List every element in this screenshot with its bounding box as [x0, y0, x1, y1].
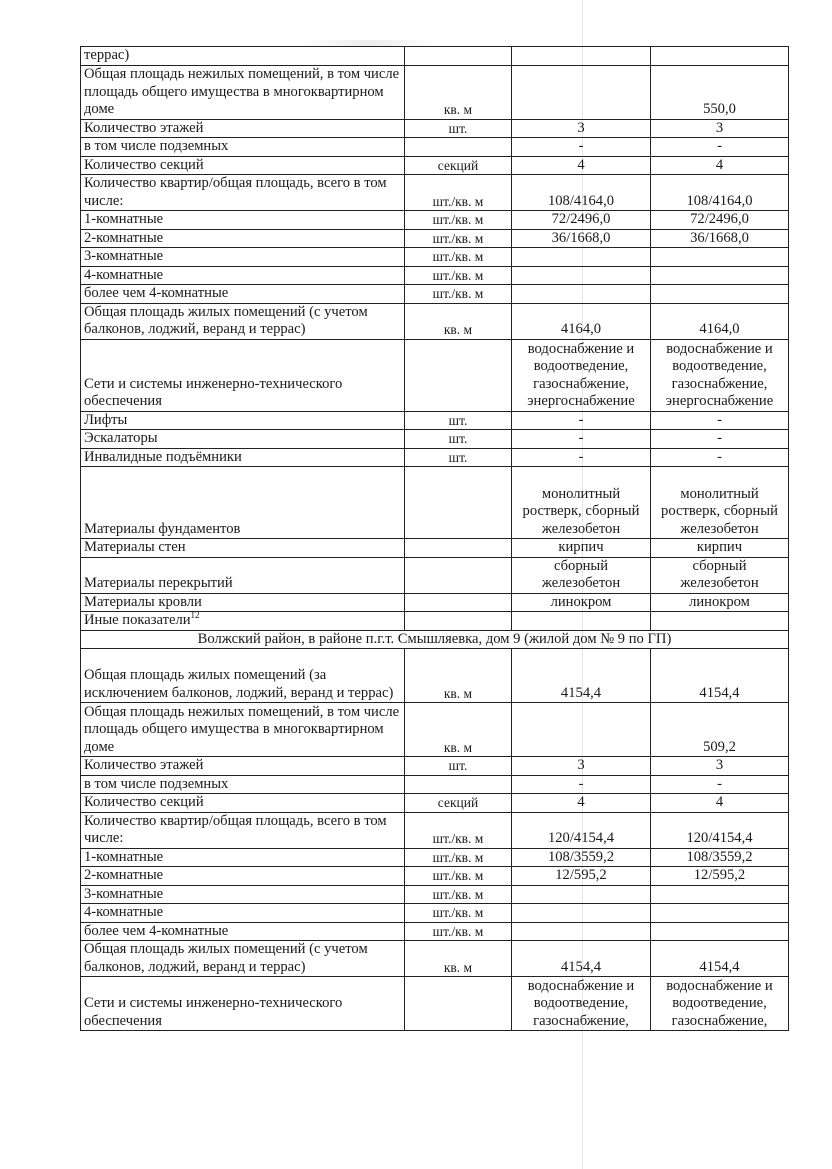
- table-row: [81, 430, 789, 449]
- row-value-1: сборный железобетон: [512, 557, 651, 593]
- table-row: [81, 885, 789, 904]
- row-name-with-footnote: [81, 612, 405, 631]
- row-value-2: [651, 248, 789, 267]
- row-unit: шт.: [405, 430, 512, 449]
- row-value-1: -: [512, 775, 651, 794]
- row-value-1: 72/2496,0: [512, 211, 651, 230]
- table-row: [81, 303, 789, 339]
- row-unit: шт.: [405, 411, 512, 430]
- row-unit: шт./кв. м: [405, 229, 512, 248]
- row-unit: кв. м: [405, 703, 512, 757]
- row-name: Инвалидные подъёмники: [81, 448, 405, 467]
- row-name: 1-комнатные: [81, 211, 405, 230]
- section-heading-row: [81, 630, 789, 649]
- row-value-2: -: [651, 411, 789, 430]
- row-value-1: линокром: [512, 593, 651, 612]
- row-unit: [405, 557, 512, 593]
- row-value-1: 12/595,2: [512, 867, 651, 886]
- row-unit: кв. м: [405, 303, 512, 339]
- row-unit: [405, 539, 512, 558]
- row-value-1: 3: [512, 119, 651, 138]
- row-value-2: водоснабжение и водоотведение, газоснабжение,: [651, 977, 789, 1031]
- row-name: Материалы фундаментов: [81, 467, 405, 539]
- row-name: Количество этажей: [81, 119, 405, 138]
- row-unit: шт.: [405, 448, 512, 467]
- row-value-1: 3: [512, 757, 651, 776]
- row-value-1: -: [512, 448, 651, 467]
- table-row: [81, 266, 789, 285]
- building-spec-table: [80, 46, 789, 1031]
- row-value-1: -: [512, 430, 651, 449]
- row-value-1: 4154,4: [512, 649, 651, 703]
- row-unit: шт.: [405, 757, 512, 776]
- table-row: [81, 593, 789, 612]
- row-name: Материалы кровли: [81, 593, 405, 612]
- row-value-2: 4: [651, 156, 789, 175]
- row-name: Сети и системы инженерно-технического обеспечения: [81, 339, 405, 411]
- table-row: [81, 539, 789, 558]
- row-unit: шт.: [405, 119, 512, 138]
- row-value-1: монолитный ростверк, сборный железобетон: [512, 467, 651, 539]
- row-unit: шт./кв. м: [405, 285, 512, 304]
- row-value-2: -: [651, 775, 789, 794]
- row-value-1: [512, 47, 651, 66]
- row-value-2: [651, 904, 789, 923]
- row-unit: кв. м: [405, 941, 512, 977]
- row-value-2: 72/2496,0: [651, 211, 789, 230]
- row-unit: шт./кв. м: [405, 812, 512, 848]
- row-value-1: 108/3559,2: [512, 848, 651, 867]
- row-unit: [405, 339, 512, 411]
- row-name: Лифты: [81, 411, 405, 430]
- row-value-1: -: [512, 411, 651, 430]
- row-name: Количество этажей: [81, 757, 405, 776]
- row-name: террас): [81, 47, 405, 66]
- row-value-2: 36/1668,0: [651, 229, 789, 248]
- row-value-2: [651, 612, 789, 631]
- row-name: Материалы стен: [81, 539, 405, 558]
- row-value-2: 3: [651, 757, 789, 776]
- row-name: Общая площадь жилых помещений (за исключением балконов, лоджий, веранд и террас): [81, 649, 405, 703]
- row-value-2: 4: [651, 794, 789, 813]
- row-value-2: 550,0: [651, 65, 789, 119]
- row-value-2: монолитный ростверк, сборный железобетон: [651, 467, 789, 539]
- table-row: [81, 757, 789, 776]
- row-value-2: 4154,4: [651, 649, 789, 703]
- row-value-2: -: [651, 448, 789, 467]
- row-name: 3-комнатные: [81, 885, 405, 904]
- table-row: [81, 848, 789, 867]
- table-row: [81, 557, 789, 593]
- row-value-1: [512, 285, 651, 304]
- table-row: [81, 812, 789, 848]
- row-unit: секций: [405, 794, 512, 813]
- row-name: Материалы перекрытий: [81, 557, 405, 593]
- row-name: Сети и системы инженерно-технического обеспечения: [81, 977, 405, 1031]
- row-name: 4-комнатные: [81, 904, 405, 923]
- row-name: 4-комнатные: [81, 266, 405, 285]
- row-name: 2-комнатные: [81, 867, 405, 886]
- table-row: [81, 794, 789, 813]
- row-name: Общая площадь жилых помещений (с учетом балконов, лоджий, веранд и террас): [81, 941, 405, 977]
- row-value-2: кирпич: [651, 539, 789, 558]
- row-value-1: 4164,0: [512, 303, 651, 339]
- row-name: более чем 4-комнатные: [81, 922, 405, 941]
- row-name: более чем 4-комнатные: [81, 285, 405, 304]
- row-unit: [405, 138, 512, 157]
- table-row: [81, 941, 789, 977]
- table-row: [81, 448, 789, 467]
- row-value-2: [651, 922, 789, 941]
- row-unit: секций: [405, 156, 512, 175]
- row-value-2: 4164,0: [651, 303, 789, 339]
- row-name: Количество квартир/общая площадь, всего в том числе:: [81, 812, 405, 848]
- row-value-1: 36/1668,0: [512, 229, 651, 248]
- row-unit: [405, 775, 512, 794]
- row-value-1: [512, 703, 651, 757]
- row-value-2: -: [651, 430, 789, 449]
- row-value-2: водоснабжение и водоотведение, газоснабжение, энергоснабжение: [651, 339, 789, 411]
- row-value-1: кирпич: [512, 539, 651, 558]
- row-unit: шт./кв. м: [405, 248, 512, 267]
- row-value-2: [651, 885, 789, 904]
- table-row: [81, 156, 789, 175]
- table-row: [81, 138, 789, 157]
- row-name: Общая площадь нежилых помещений, в том числе площадь общего имущества в многоквартирном доме: [81, 703, 405, 757]
- row-name: 3-комнатные: [81, 248, 405, 267]
- row-value-2: [651, 47, 789, 66]
- row-unit: [405, 977, 512, 1031]
- footnote-marker: 12: [190, 610, 200, 621]
- row-value-2: 108/3559,2: [651, 848, 789, 867]
- row-name: 2-комнатные: [81, 229, 405, 248]
- row-value-1: 120/4154,4: [512, 812, 651, 848]
- row-name: Общая площадь нежилых помещений, в том числе площадь общего имущества в многоквартирном доме: [81, 65, 405, 119]
- table-row: [81, 175, 789, 211]
- row-name: в том числе подземных: [81, 775, 405, 794]
- table-row: [81, 467, 789, 539]
- table-row: [81, 47, 789, 66]
- row-value-2: -: [651, 138, 789, 157]
- row-value-2: 509,2: [651, 703, 789, 757]
- row-name: в том числе подземных: [81, 138, 405, 157]
- row-name: Количество секций: [81, 156, 405, 175]
- row-value-1: [512, 248, 651, 267]
- row-value-2: 108/4164,0: [651, 175, 789, 211]
- table-row: [81, 211, 789, 230]
- row-value-2: 12/595,2: [651, 867, 789, 886]
- row-value-2: 4154,4: [651, 941, 789, 977]
- row-name: Иные показатели: [84, 612, 191, 628]
- row-name: Количество секций: [81, 794, 405, 813]
- row-value-1: водоснабжение и водоотведение, газоснабжение,: [512, 977, 651, 1031]
- row-name: Эскалаторы: [81, 430, 405, 449]
- row-value-2: сборный железобетон: [651, 557, 789, 593]
- row-value-1: [512, 266, 651, 285]
- row-unit: шт./кв. м: [405, 904, 512, 923]
- row-name: 1-комнатные: [81, 848, 405, 867]
- row-unit: [405, 612, 512, 631]
- table-row: [81, 339, 789, 411]
- row-value-1: 4: [512, 794, 651, 813]
- row-unit: кв. м: [405, 649, 512, 703]
- table-row: [81, 411, 789, 430]
- row-value-2: 120/4154,4: [651, 812, 789, 848]
- row-value-1: [512, 922, 651, 941]
- row-name: Количество квартир/общая площадь, всего в том числе:: [81, 175, 405, 211]
- table-row: [81, 285, 789, 304]
- row-unit: шт./кв. м: [405, 848, 512, 867]
- row-value-1: 4: [512, 156, 651, 175]
- row-value-1: [512, 885, 651, 904]
- table-row: [81, 775, 789, 794]
- row-unit: шт./кв. м: [405, 211, 512, 230]
- row-unit: шт./кв. м: [405, 922, 512, 941]
- row-unit: шт./кв. м: [405, 175, 512, 211]
- table-row: [81, 65, 789, 119]
- row-unit: [405, 593, 512, 612]
- table-row: [81, 904, 789, 923]
- row-value-2: линокром: [651, 593, 789, 612]
- row-value-1: 4154,4: [512, 941, 651, 977]
- row-value-2: [651, 285, 789, 304]
- row-value-1: [512, 612, 651, 631]
- row-value-1: [512, 904, 651, 923]
- row-unit: [405, 47, 512, 66]
- table-row: [81, 649, 789, 703]
- section-heading: Волжский район, в районе п.г.т. Смышляевка, дом 9 (жилой дом № 9 по ГП): [81, 630, 789, 649]
- table-row: [81, 922, 789, 941]
- table-row: [81, 612, 789, 631]
- row-value-1: 108/4164,0: [512, 175, 651, 211]
- row-value-1: -: [512, 138, 651, 157]
- row-unit: кв. м: [405, 65, 512, 119]
- row-value-2: 3: [651, 119, 789, 138]
- table-row: [81, 248, 789, 267]
- table-row: [81, 229, 789, 248]
- row-name: Общая площадь жилых помещений (с учетом балконов, лоджий, веранд и террас): [81, 303, 405, 339]
- table-row: [81, 977, 789, 1031]
- table-row: [81, 703, 789, 757]
- table-row: [81, 119, 789, 138]
- row-value-2: [651, 266, 789, 285]
- table-row: [81, 867, 789, 886]
- row-unit: [405, 467, 512, 539]
- row-unit: шт./кв. м: [405, 266, 512, 285]
- row-value-1: [512, 65, 651, 119]
- row-value-1: водоснабжение и водоотведение, газоснабжение, энергоснабжение: [512, 339, 651, 411]
- row-unit: шт./кв. м: [405, 885, 512, 904]
- row-unit: шт./кв. м: [405, 867, 512, 886]
